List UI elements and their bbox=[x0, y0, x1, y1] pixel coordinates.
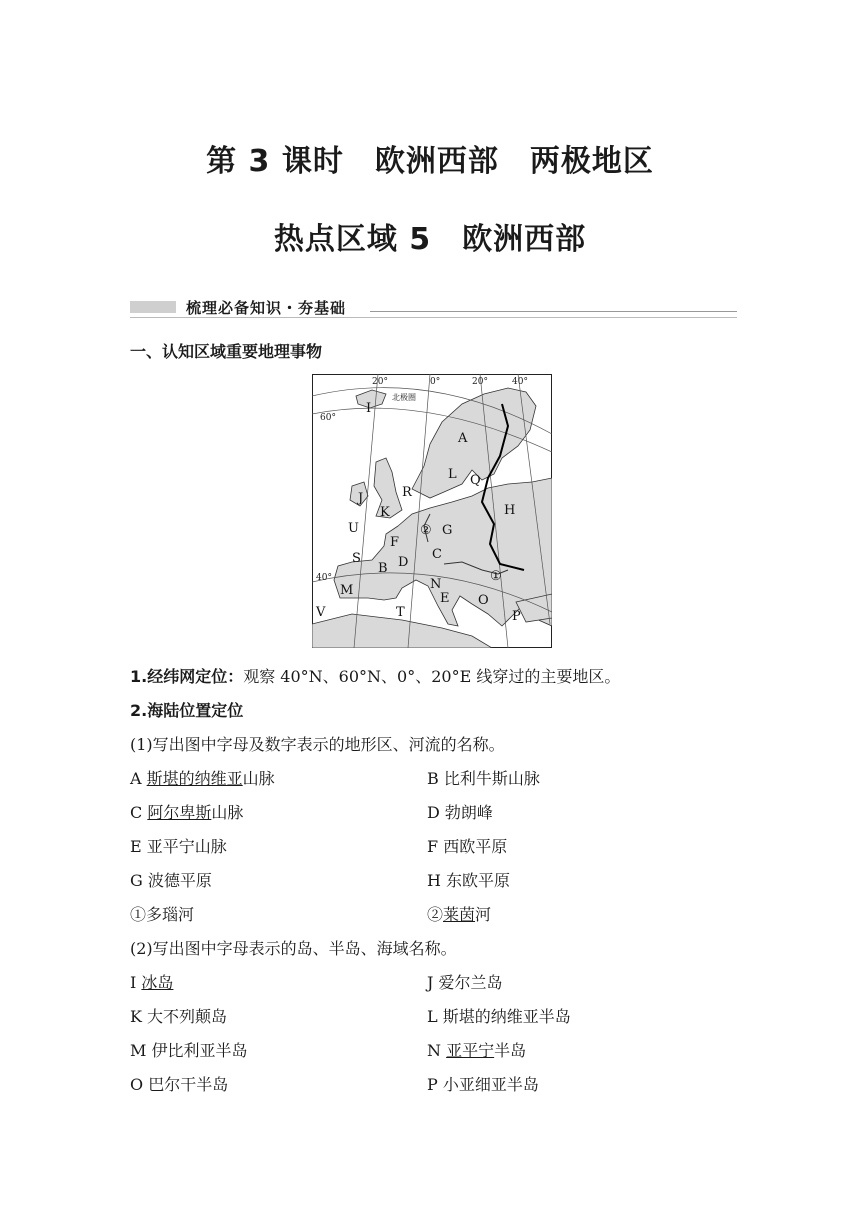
answer-row: A 斯堪的纳维亚山脉 bbox=[130, 769, 275, 788]
map-letter: O bbox=[478, 593, 489, 608]
map-letter: L bbox=[448, 467, 457, 482]
map-letter: P bbox=[512, 609, 521, 624]
lon-label: 20° bbox=[372, 377, 388, 387]
section-rule-lower bbox=[130, 317, 737, 318]
section-label: 梳理必备知识・夯基础 bbox=[186, 299, 347, 317]
answer-row: K 大不列颠岛 bbox=[130, 1007, 228, 1026]
map-letter: S bbox=[352, 551, 361, 566]
map-letter: G bbox=[442, 523, 453, 538]
item-1-text: 观察 40°N、60°N、0°、20°E 线穿过的主要地区。 bbox=[243, 667, 621, 686]
answer-row: F 西欧平原 bbox=[427, 837, 508, 856]
answer-row: ②莱茵河 bbox=[427, 905, 492, 924]
section-header bbox=[130, 297, 737, 319]
map-letter: A bbox=[458, 431, 468, 446]
map-letter: M bbox=[340, 583, 354, 598]
item-2-label: 2.海陆位置定位 bbox=[130, 701, 244, 720]
map-letter: V bbox=[316, 605, 326, 620]
subsection-heading: 一、认知区域重要地理事物 bbox=[130, 342, 323, 361]
answer-row: P 小亚细亚半岛 bbox=[427, 1075, 539, 1094]
map-letter: B bbox=[378, 561, 388, 576]
section-marker bbox=[130, 301, 176, 313]
map-letter: N bbox=[430, 577, 442, 592]
lesson-title: 第 3 课时 欧洲西部 两极地区 bbox=[206, 144, 654, 179]
map-letter: K bbox=[380, 505, 390, 520]
lat-label: 40° bbox=[316, 573, 332, 583]
answer-row: J 爱尔兰岛 bbox=[427, 973, 503, 992]
answer-row: M 伊比利亚半岛 bbox=[130, 1041, 248, 1060]
map-letter: D bbox=[398, 555, 409, 570]
answer-row: N 亚平宁半岛 bbox=[427, 1041, 527, 1060]
map-number: ② bbox=[420, 523, 432, 538]
map-letter: H bbox=[504, 503, 516, 518]
answer-row: G 波德平原 bbox=[130, 871, 212, 890]
answer-row: E 亚平宁山脉 bbox=[130, 837, 227, 856]
item-1 bbox=[130, 664, 620, 687]
map-letter: U bbox=[348, 521, 359, 536]
map-letter: J bbox=[358, 491, 364, 506]
answer-row: ①多瑙河 bbox=[130, 905, 195, 924]
answer-row: C 阿尔卑斯山脉 bbox=[130, 803, 244, 822]
map-letter: R bbox=[402, 485, 412, 500]
map-letter: I bbox=[366, 401, 372, 416]
lon-label: 0° bbox=[430, 377, 441, 387]
answer-row: D 勃朗峰 bbox=[427, 803, 493, 822]
lat-label: 60° bbox=[320, 413, 336, 423]
arctic-circle-label: 北极圈 bbox=[392, 393, 416, 402]
map-number: ① bbox=[490, 569, 502, 584]
europe-map-figure bbox=[312, 374, 552, 648]
map-letter: T bbox=[396, 605, 405, 620]
lesson-subtitle: 热点区域 5 欧洲西部 bbox=[273, 222, 587, 257]
map-letter: F bbox=[390, 535, 400, 550]
map-letter: E bbox=[440, 591, 450, 606]
section-rule bbox=[370, 311, 737, 312]
answer-row: O 巴尔干半岛 bbox=[130, 1075, 229, 1094]
answer-row: I 冰岛 bbox=[130, 973, 174, 992]
item-1-label: 1.经纬网定位： bbox=[130, 667, 244, 686]
lon-label: 20° bbox=[472, 377, 488, 387]
lon-label: 40° bbox=[512, 377, 528, 387]
map-letter: Q bbox=[470, 473, 481, 488]
map-letter: C bbox=[432, 547, 442, 562]
europe-map bbox=[312, 374, 552, 648]
answer-row: L 斯堪的纳维亚半岛 bbox=[427, 1007, 571, 1026]
question-2: (2)写出图中字母表示的岛、半岛、海域名称。 bbox=[130, 939, 457, 958]
answer-row: H 东欧平原 bbox=[427, 871, 511, 890]
answer-row: B 比利牛斯山脉 bbox=[427, 769, 540, 788]
question-1: (1)写出图中字母及数字表示的地形区、河流的名称。 bbox=[130, 735, 505, 754]
